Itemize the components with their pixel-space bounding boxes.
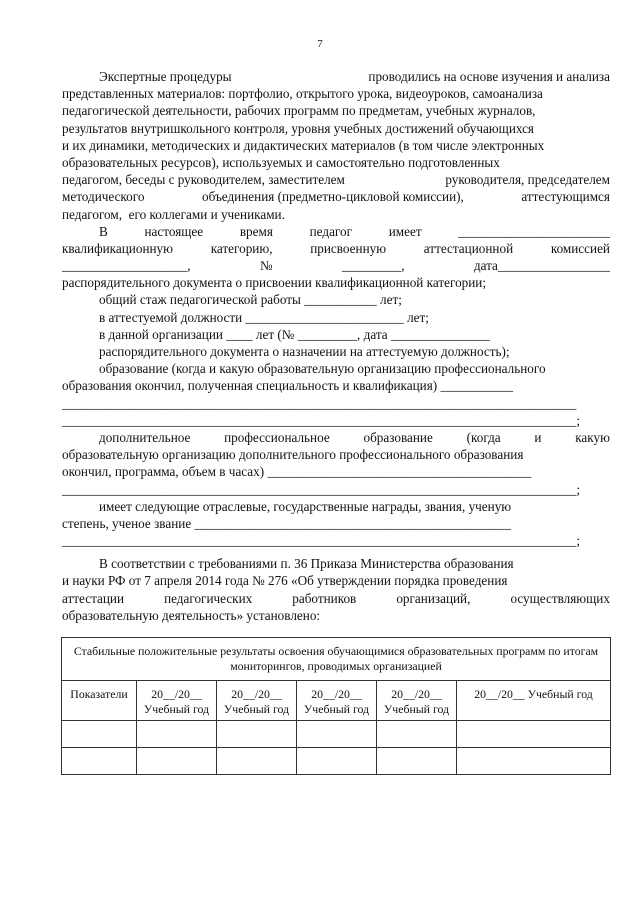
table-cell bbox=[297, 721, 377, 748]
text-chunk: осуществляющих bbox=[510, 590, 610, 606]
text-line: образовательную организацию дополнительного профессионального образования bbox=[62, 447, 524, 463]
paragraph-requirements bbox=[62, 555, 610, 624]
table-cell bbox=[62, 748, 137, 775]
table-cell bbox=[137, 748, 217, 775]
blank-line: ______________________________________________________________________________; bbox=[62, 533, 580, 549]
text-chunk: организаций, bbox=[396, 590, 471, 606]
text-chunk: аттестующимся bbox=[521, 189, 610, 205]
text-line: в аттестуемой должности ________________________ лет; bbox=[99, 309, 429, 325]
results-table bbox=[61, 637, 611, 775]
text-line: степень, ученое звание ________________________________________________ bbox=[62, 515, 511, 531]
table-cell bbox=[62, 721, 137, 748]
text-line bbox=[62, 590, 610, 607]
text-line: общий стаж педагогической работы ___________ лет; bbox=[99, 292, 402, 308]
text-line bbox=[62, 68, 610, 85]
text-line: образовательных ресурсов), используемых и самостоятельно подготовленных bbox=[62, 154, 500, 170]
text-line: представленных материалов: портфолио, открытого урока, видеоуроков, самоанализа bbox=[62, 86, 543, 102]
text-line bbox=[62, 223, 610, 240]
blank-line: ______________________________________________________________________________ bbox=[62, 395, 577, 411]
table-cell bbox=[297, 748, 377, 775]
text-line: окончил, программа, объем в часах) ________________________________________ bbox=[62, 464, 532, 480]
text-chunk: № bbox=[259, 258, 273, 274]
page-number: 7 bbox=[317, 38, 323, 50]
text-line: имеет следующие отраслевые, государственные награды, звания, ученую bbox=[99, 498, 512, 514]
text-chunk: и bbox=[534, 429, 542, 445]
blank-line: ______________________________________________________________________________; bbox=[62, 412, 580, 428]
text-chunk: _______________________ bbox=[458, 223, 610, 239]
header-cell: 20__/20__ Учебный год bbox=[137, 681, 217, 721]
paragraph-current-status bbox=[62, 223, 610, 550]
text-chunk: методического bbox=[62, 189, 145, 205]
text-chunk: проводились на основе изучения и анализа bbox=[368, 69, 610, 84]
blank-line: ______________________________________________________________________________; bbox=[62, 481, 580, 497]
text-line bbox=[62, 429, 610, 446]
text-chunk: настоящее bbox=[144, 223, 204, 239]
text-line: результатов внутришкольного контроля, уровня учебных достижений обучающихся bbox=[62, 120, 535, 136]
text-chunk: имеет bbox=[388, 223, 422, 239]
text-line bbox=[62, 171, 610, 188]
text-chunk: работников bbox=[292, 590, 357, 606]
text-chunk: объединения (предметно-цикловой комиссии), bbox=[202, 189, 464, 205]
text-chunk: присвоенную bbox=[310, 240, 387, 256]
text-line: распорядительного документа о назначении на аттестуемую должность); bbox=[99, 344, 510, 359]
text-chunk: аттестационной bbox=[423, 240, 514, 256]
text-chunk: какую bbox=[575, 429, 610, 445]
text-chunk: комиссией bbox=[550, 240, 610, 256]
table-cell bbox=[457, 748, 611, 775]
text-line bbox=[62, 257, 610, 274]
header-cell: 20__/20__ Учебный год bbox=[457, 681, 611, 721]
text-line: и их динамики, методических и дидактических материалов (в том числе электронных bbox=[62, 137, 545, 153]
header-cell: Показатели bbox=[62, 681, 137, 721]
text-line bbox=[62, 240, 610, 257]
table-cell bbox=[217, 721, 297, 748]
table-row bbox=[62, 748, 611, 775]
text-line: образование (когда и какую образовательную организацию профессионального bbox=[99, 361, 546, 377]
text-chunk: время bbox=[239, 223, 273, 239]
body-text bbox=[62, 68, 610, 624]
text-chunk: (когда bbox=[466, 429, 501, 445]
text-chunk: педагог bbox=[309, 223, 353, 239]
text-line: и науки РФ от 7 апреля 2014 года № 276 «Об утверждении порядка проведения bbox=[62, 573, 508, 589]
text-line: педагогом, его коллегами и учениками. bbox=[62, 206, 285, 222]
text-chunk: категорию, bbox=[210, 240, 273, 256]
table-header-row bbox=[62, 681, 611, 721]
text-chunk: В bbox=[99, 223, 108, 239]
text-line: образования окончил, полученная специальность и квалификация) ___________ bbox=[62, 378, 514, 394]
table-row bbox=[62, 721, 611, 748]
text-chunk: квалификационную bbox=[62, 240, 173, 256]
text-chunk: _________, bbox=[341, 258, 405, 274]
text-chunk: педагогических bbox=[164, 590, 253, 606]
text-line: образовательную деятельность» установлено: bbox=[62, 607, 321, 623]
text-chunk: руководителя, председателем bbox=[445, 172, 610, 188]
table-caption: Стабильные положительные результаты освоения обучающимися образовательных программ по итогам мониторингов, проводимых организацией bbox=[62, 638, 611, 681]
text-chunk: Экспертные процедуры bbox=[99, 69, 232, 84]
header-cell: 20__/20__ Учебный год bbox=[377, 681, 457, 721]
text-chunk: педагогом, беседы с руководителем, заместителем bbox=[62, 172, 345, 188]
text-chunk: аттестации bbox=[62, 590, 125, 606]
text-line bbox=[62, 188, 610, 205]
text-chunk: профессиональное bbox=[224, 429, 330, 445]
header-cell: 20__/20__ Учебный год bbox=[217, 681, 297, 721]
table-cell bbox=[377, 721, 457, 748]
text-line: в данной организации ____ лет (№ _________, дата _______________ bbox=[99, 326, 490, 342]
paragraph-expert-procedures bbox=[62, 68, 610, 223]
text-line: педагогической деятельности, рабочих программ по предметам, учебных журналов, bbox=[62, 103, 536, 119]
text-line: распорядительного документа о присвоении квалификационной категории; bbox=[62, 275, 487, 291]
header-cell: 20__/20__ Учебный год bbox=[297, 681, 377, 721]
text-chunk: дата_________________ bbox=[473, 258, 610, 274]
text-chunk: ___________________, bbox=[62, 258, 191, 274]
table-cell bbox=[457, 721, 611, 748]
table-cell bbox=[137, 721, 217, 748]
text-chunk: дополнительное bbox=[99, 429, 191, 445]
table-caption-row bbox=[62, 638, 611, 681]
text-line: В соответствии с требованиями п. 36 Приказа Министерства образования bbox=[99, 556, 514, 572]
table-cell bbox=[217, 748, 297, 775]
text-chunk: образование bbox=[363, 429, 433, 445]
table-cell bbox=[377, 748, 457, 775]
